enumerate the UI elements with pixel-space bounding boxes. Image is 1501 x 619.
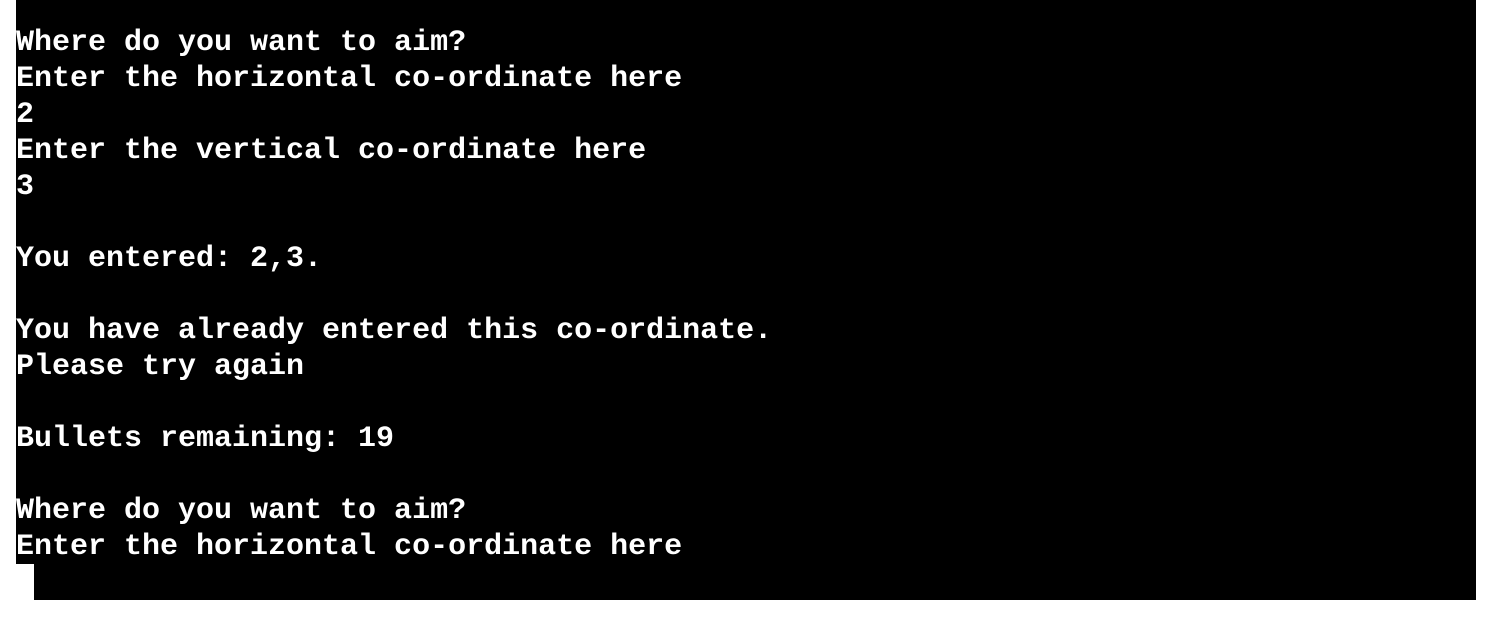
blank-line	[16, 205, 1476, 241]
terminal-output	[16, 25, 1476, 565]
bullets-remaining-status: Bullets remaining: 19	[16, 422, 395, 456]
input-vertical-value: 3	[16, 170, 35, 204]
prompt-vertical-coordinate: Enter the vertical co-ordinate here	[16, 134, 647, 168]
try-again-message: Please try again	[16, 350, 305, 384]
terminal-cursor-cell	[16, 564, 34, 600]
prompt-horizontal-coordinate-repeat: Enter the horizontal co-ordinate here	[16, 530, 683, 564]
prompt-horizontal-coordinate: Enter the horizontal co-ordinate here	[16, 62, 683, 96]
blank-line	[16, 385, 1476, 421]
blank-line	[16, 277, 1476, 313]
blank-line	[16, 457, 1476, 493]
already-entered-message: You have already entered this co-ordinate.	[16, 314, 773, 348]
prompt-aim-question-repeat: Where do you want to aim?	[16, 494, 467, 528]
entered-coordinates-message: You entered: 2,3.	[16, 242, 323, 276]
input-horizontal-value: 2	[16, 98, 35, 132]
terminal-window[interactable]	[16, 0, 1476, 600]
prompt-aim-question: Where do you want to aim?	[16, 26, 467, 60]
